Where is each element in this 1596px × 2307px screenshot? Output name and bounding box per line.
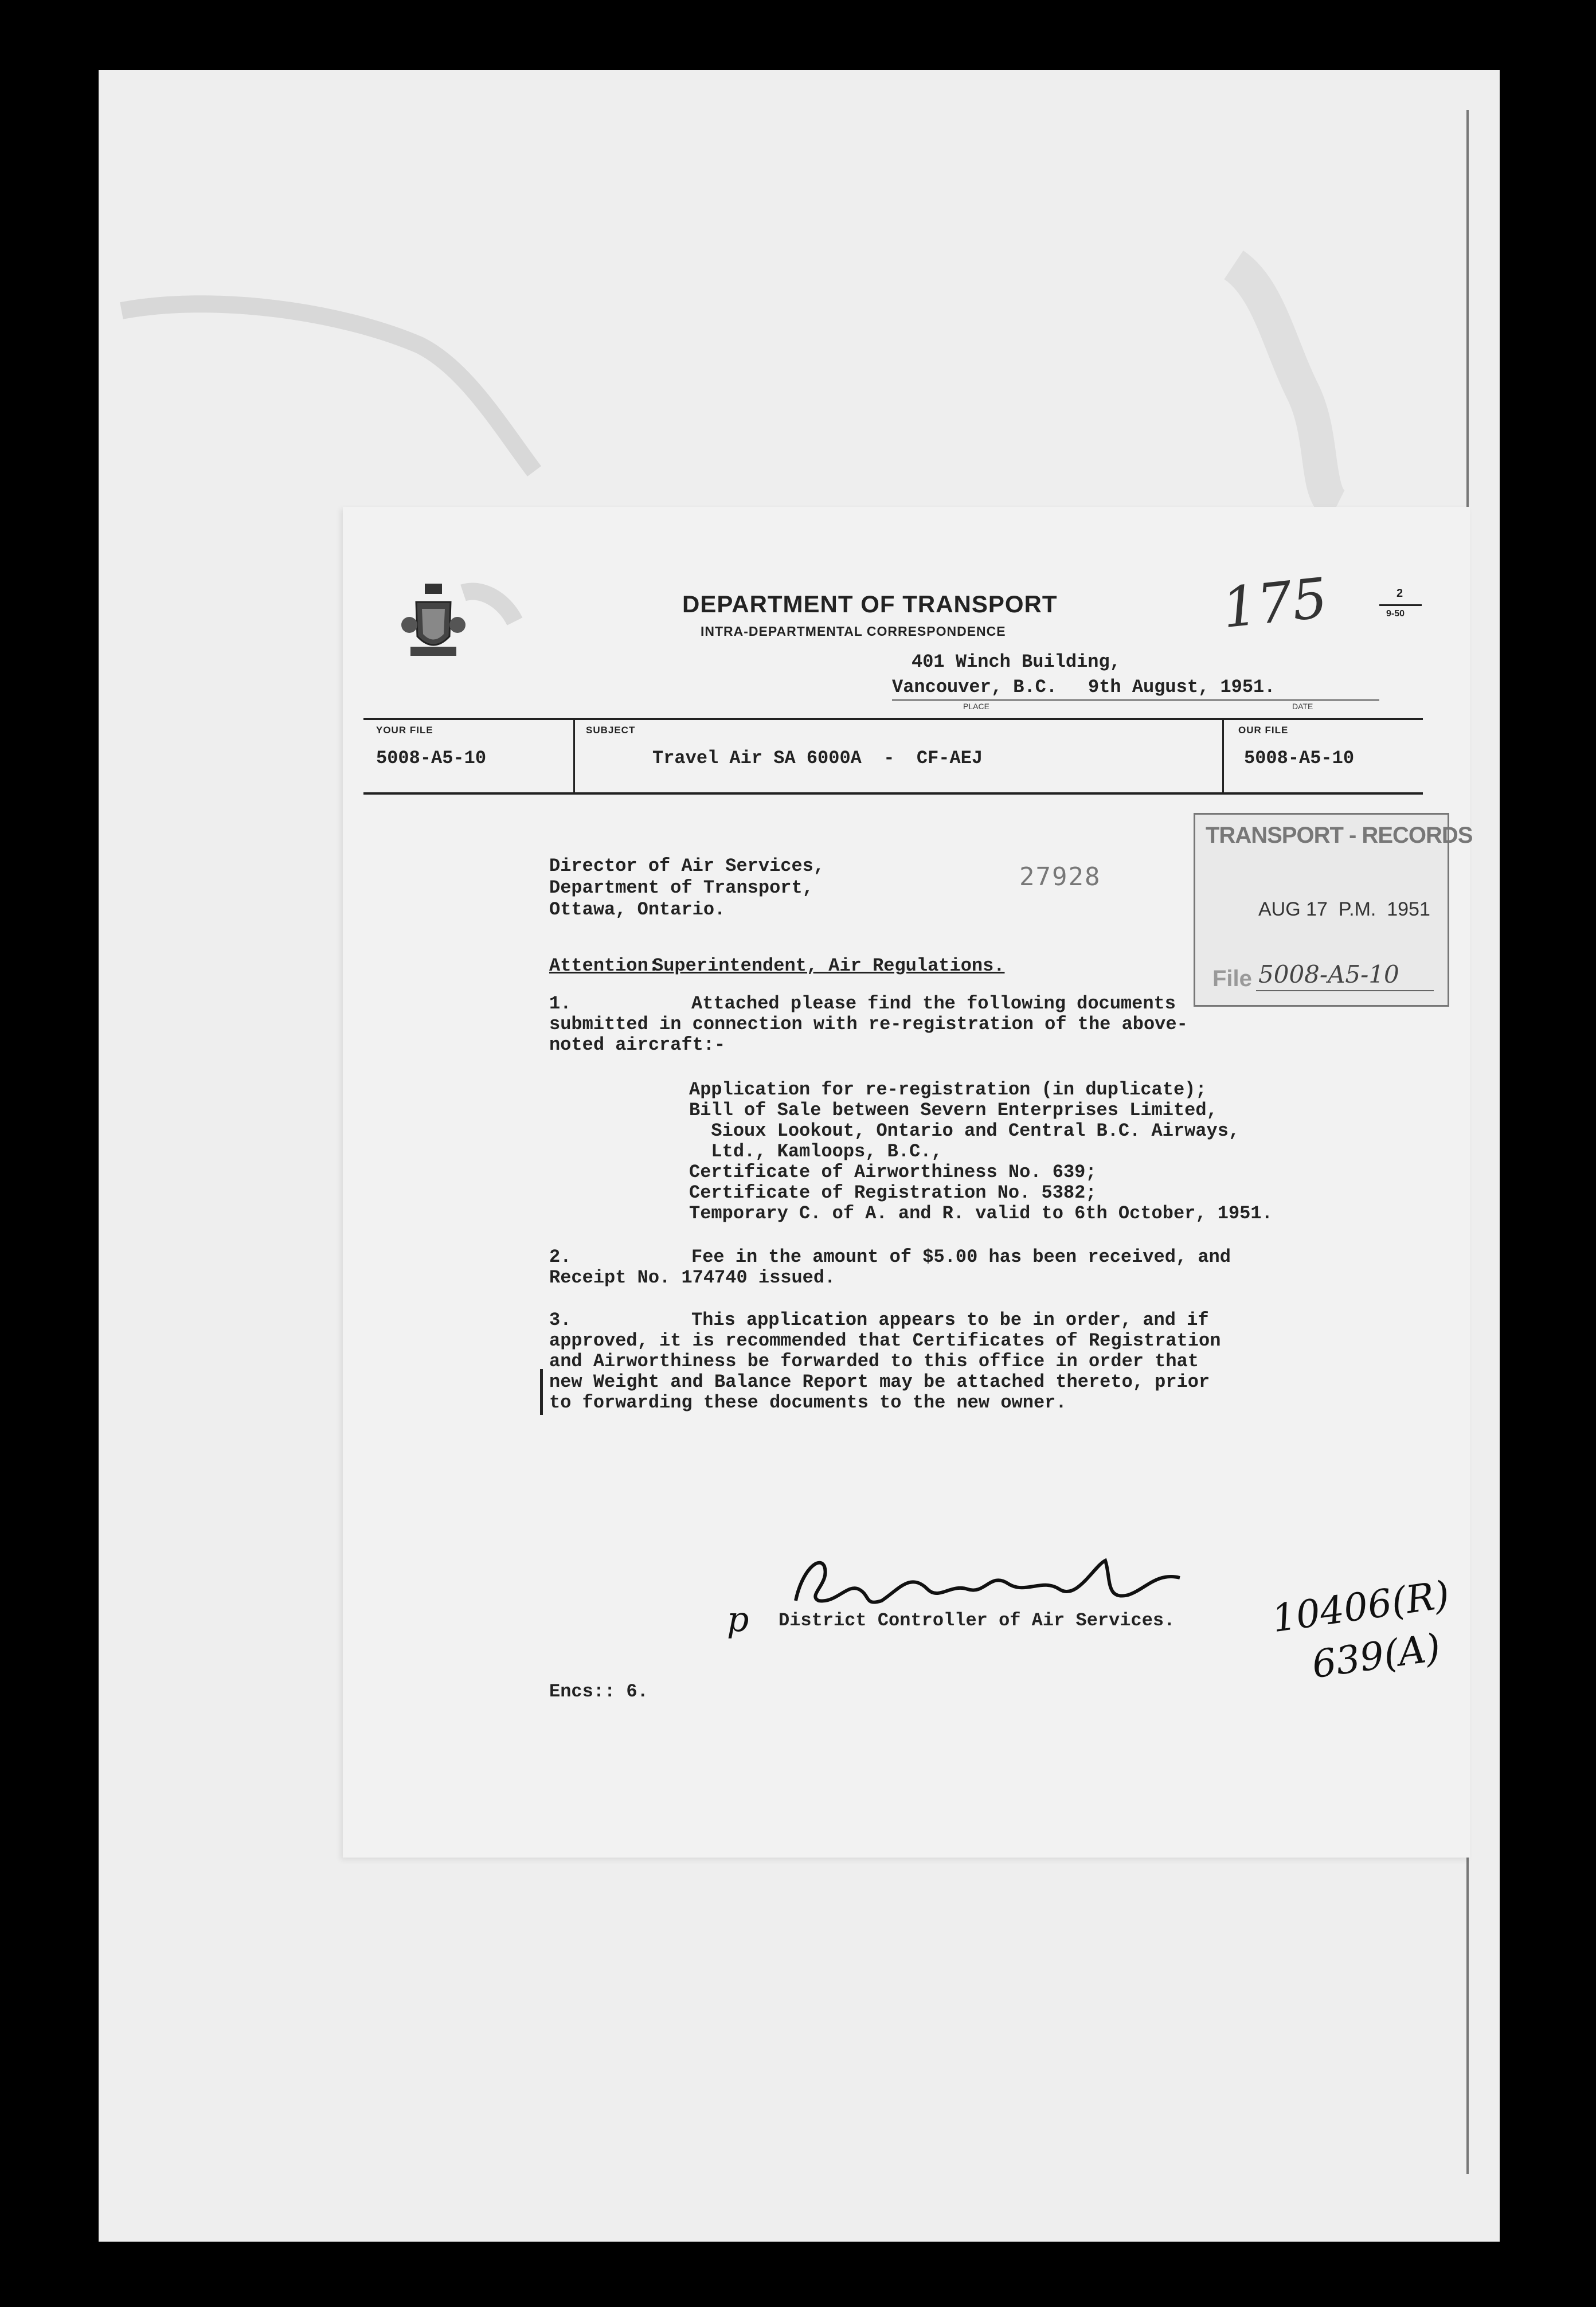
document-item-5: Certificate of Airworthiness No. 639; — [689, 1162, 1097, 1183]
records-stamp — [1194, 813, 1473, 1007]
stamp-title: TRANSPORT - RECORDS — [1206, 823, 1473, 848]
para3-number: 3. — [549, 1309, 572, 1331]
para1-line-1: Attached please find the following documents — [691, 993, 1176, 1014]
memo-sheet — [343, 507, 1473, 1858]
our-file-value: 5008-A5-10 — [1244, 748, 1355, 769]
enclosures: Encs:: 6. — [549, 1681, 648, 1702]
para3-line-2: approved, it is recommended that Certificates of Registration — [549, 1330, 1221, 1351]
para2-line-2: Receipt No. 174740 issued. — [549, 1267, 836, 1288]
handwritten-note-2: 639(A) — [1309, 1625, 1444, 1687]
para2-line-1: Fee in the amount of $5.00 has been received, and — [691, 1246, 1231, 1268]
file-row-top-rule — [363, 718, 1423, 720]
para1-line-2: submitted in connection with re-registration of the above- — [549, 1014, 1188, 1035]
stamp-file-underline — [1256, 990, 1434, 991]
signature-initial: p — [727, 1600, 749, 1640]
address-line: 401 Winch Building, — [912, 651, 1121, 672]
stamp-file-label: File — [1212, 966, 1252, 991]
our-file-label: OUR FILE — [1238, 725, 1289, 736]
document-item-6: Certificate of Registration No. 5382; — [689, 1182, 1097, 1203]
document-item-1: Application for re-registration (in duplicate); — [689, 1079, 1207, 1100]
para3-line-1: This application appears to be in order, and if — [691, 1309, 1209, 1331]
file-row-divider-left — [573, 718, 575, 793]
para3-line-5: to forwarding these documents to the new owner. — [549, 1392, 1067, 1413]
department-title: DEPARTMENT OF TRANSPORT — [682, 591, 1058, 617]
signature-title: District Controller of Air Services. — [779, 1610, 1175, 1631]
addressee-line-3: Ottawa, Ontario. — [549, 899, 726, 920]
correspondence-subtitle: INTRA-DEPARTMENTAL CORRESPONDENCE — [701, 624, 1006, 639]
document-item-2: Bill of Sale between Severn Enterprises Limited, — [689, 1100, 1218, 1121]
subject-value: Travel Air SA 6000A - CF-AEJ — [652, 748, 983, 769]
addressee-line-1: Director of Air Services, — [549, 855, 825, 877]
your-file-value: 5008-A5-10 — [376, 748, 487, 769]
form-number-bottom: 9-50 — [1386, 609, 1405, 619]
your-file-label: YOUR FILE — [376, 725, 433, 736]
place-date-underline — [892, 699, 1379, 701]
para2-number: 2. — [549, 1246, 572, 1268]
margin-mark — [540, 1369, 543, 1415]
para1-number: 1. — [549, 993, 572, 1014]
form-number-divider — [1379, 604, 1422, 606]
place-label: PLACE — [963, 702, 989, 711]
handwritten-note-1: 10406(R) — [1269, 1572, 1453, 1641]
date-label: DATE — [1292, 702, 1313, 711]
register-number: 27928 — [1019, 862, 1101, 891]
subject-label: SUBJECT — [586, 725, 636, 736]
attention-text: Superintendent, Air Regulations. — [652, 955, 1005, 976]
stamp-file-handwritten: 5008-A5-10 — [1258, 960, 1399, 988]
file-row-divider-right — [1222, 718, 1224, 793]
place-value: Vancouver, B.C. — [892, 677, 1058, 698]
stamp-date: AUG 17 P.M. 1951 — [1258, 898, 1430, 920]
date-value: 9th August, 1951. — [1088, 677, 1276, 698]
form-number-top: 2 — [1396, 587, 1403, 600]
tape-residue-crest-graphic — [457, 576, 526, 633]
addressee-line-2: Department of Transport, — [549, 877, 813, 898]
para3-line-3: and Airworthiness be forwarded to this office in order that — [549, 1351, 1199, 1372]
handwritten-folio-number: 175 — [1219, 565, 1331, 641]
document-item-4: Ltd., Kamloops, B.C., — [689, 1141, 942, 1162]
attention-label: Attention: — [549, 955, 660, 976]
para1-line-3: noted aircraft:- — [549, 1034, 726, 1055]
para3-line-4: new Weight and Balance Report may be attached thereto, prior — [549, 1371, 1210, 1393]
document-item-3: Sioux Lookout, Ontario and Central B.C. Airways, — [689, 1120, 1240, 1141]
file-row-bottom-rule — [363, 792, 1423, 795]
document-item-7: Temporary C. of A. and R. valid to 6th October, 1951. — [689, 1203, 1273, 1224]
